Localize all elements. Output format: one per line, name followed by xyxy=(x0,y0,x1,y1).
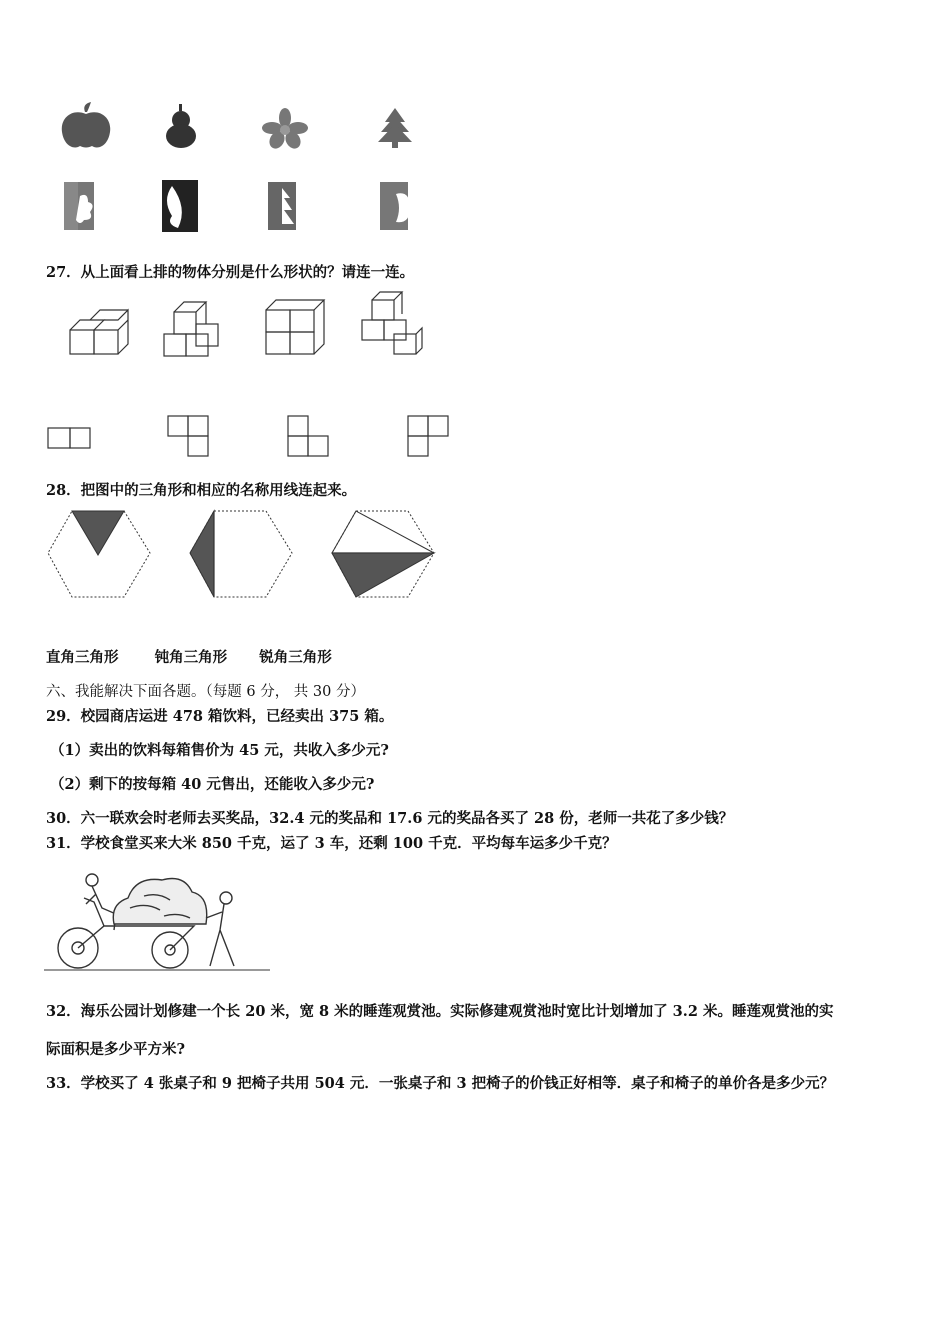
question-30-text: 30．六一联欢会时老师去买奖品，32.4 元的奖品和 17.6 元的奖品各买了 28 份，老师一共花了多少钱？ xyxy=(46,810,734,827)
question-28-text: 28．把图中的三角形和相应的名称用线连起来。 xyxy=(46,482,357,499)
hexagon-2 xyxy=(190,511,292,597)
tree-icon xyxy=(378,108,412,148)
question-32-line1: 32．海乐公园计划修建一个长 20 米，宽 8 米的睡莲观赏池。实际修建观赏池时宽比计划增加了 3.2 米。睡莲观赏池的实 xyxy=(46,1003,834,1020)
question-32-line2: 际面积是多少平方米? xyxy=(46,1041,185,1058)
cube-stack-2 xyxy=(164,302,218,356)
hexagon-1 xyxy=(48,511,150,597)
apple-icon xyxy=(62,102,110,148)
question-27-text: 27．从上面看上排的物体分别是什么形状的？请连一连。 xyxy=(46,264,415,281)
top-view-1 xyxy=(48,428,90,448)
question-29-text: 29．校园商店运进 478 箱饮料，已经卖出 375 箱。 xyxy=(46,708,394,725)
cutout-tree xyxy=(268,182,296,230)
name-acute-triangle: 锐角三角形 xyxy=(259,649,332,666)
hexagon-3 xyxy=(332,511,434,597)
top-view-4 xyxy=(408,416,448,456)
flower-icon xyxy=(262,108,308,151)
name-right-triangle: 直角三角形 xyxy=(46,649,119,666)
top-view-3 xyxy=(288,416,328,456)
cutout-apple xyxy=(380,182,410,230)
top-view-row xyxy=(44,410,454,462)
top-view-2 xyxy=(168,416,208,456)
cutout-gourd xyxy=(162,180,198,232)
silhouette-row xyxy=(50,100,450,240)
triangle-names xyxy=(46,646,332,667)
cube-stack-1 xyxy=(70,310,128,354)
hexagon-triangles xyxy=(44,505,444,605)
cutout-flower xyxy=(64,182,94,230)
question-29-sub1: （1）卖出的饮料每箱售价为 45 元，共收入多少元? xyxy=(50,742,389,759)
question-29-sub2: （2）剩下的按每箱 40 元售出，还能收入多少元? xyxy=(50,776,375,793)
cube-stacks-row xyxy=(60,290,440,365)
question-31-text: 31．学校食堂买来大米 850 千克，运了 3 车，还剩 100 千克．平均每车运多少千克？ xyxy=(46,835,617,852)
cube-stack-4 xyxy=(362,292,422,354)
tricycle-illustration xyxy=(44,868,270,974)
name-obtuse-triangle: 钝角三角形 xyxy=(154,649,228,666)
gourd-icon xyxy=(166,104,196,148)
question-33-text: 33．学校买了 4 张桌子和 9 把椅子共用 504 元．一张桌子和 3 把椅子的价钱正好相等．桌子和椅子的单价各是多少元？ xyxy=(46,1075,835,1092)
cube-stack-3 xyxy=(266,300,324,354)
section-6-heading: 六、我能解决下面各题。（每题 6 分， 共 30 分） xyxy=(46,684,365,700)
